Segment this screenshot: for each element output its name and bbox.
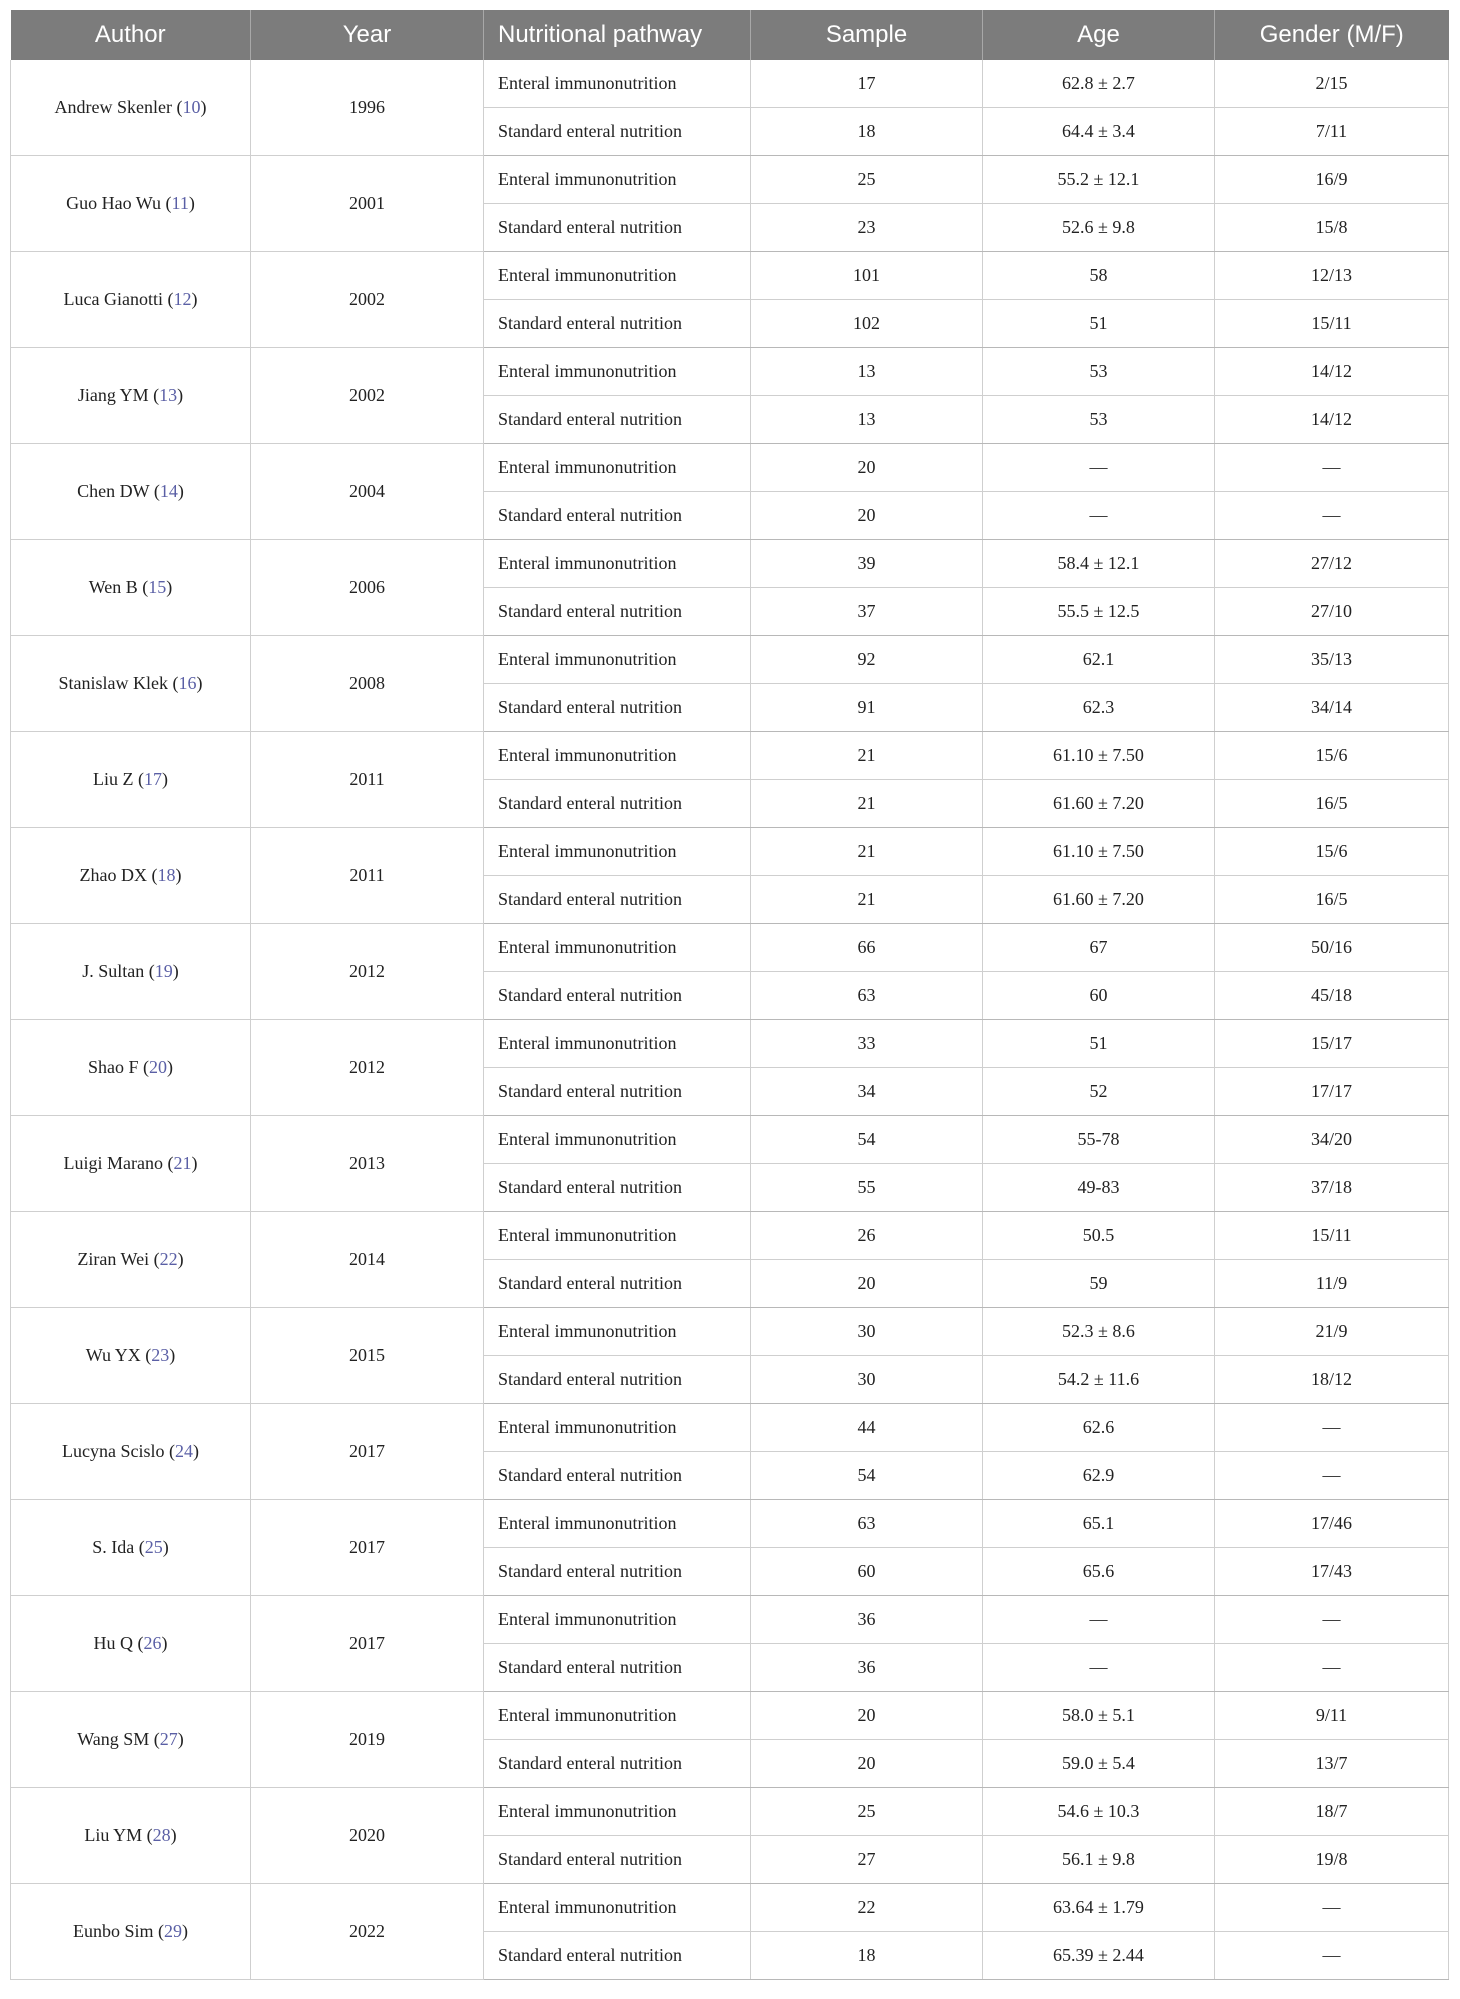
table-row (11, 60, 1449, 108)
gender-cell: 17/46 (1215, 1500, 1449, 1548)
author-name: Stanislaw Klek (58, 673, 168, 693)
year-cell: 2002 (251, 252, 484, 348)
sample-cell: 13 (751, 348, 983, 396)
sample-cell: 30 (751, 1308, 983, 1356)
table-row (11, 444, 1449, 492)
author-name: Andrew Skenler (54, 97, 172, 117)
reference-number: 19 (154, 961, 173, 981)
nutritional-pathway-cell: Enteral immunonutrition (484, 1692, 751, 1740)
nutritional-pathway-cell: Enteral immunonutrition (484, 1788, 751, 1836)
reference-number: 13 (159, 385, 178, 405)
author-name: Lucyna Scislo (62, 1441, 165, 1461)
nutritional-pathway-cell: Standard enteral nutrition (484, 1932, 751, 1980)
nutritional-pathway-cell: Standard enteral nutrition (484, 1452, 751, 1500)
sample-cell: 66 (751, 924, 983, 972)
sample-cell: 44 (751, 1404, 983, 1452)
year-cell: 2017 (251, 1596, 484, 1692)
reference-number: 29 (164, 1921, 182, 1941)
year-cell: 2020 (251, 1788, 484, 1884)
gender-cell: — (1215, 1932, 1449, 1980)
sample-cell: 25 (751, 1788, 983, 1836)
sample-cell: 20 (751, 444, 983, 492)
nutritional-pathway-cell: Standard enteral nutrition (484, 1260, 751, 1308)
header-gender: Gender (M/F) (1215, 10, 1449, 60)
nutritional-pathway-cell: Enteral immunonutrition (484, 444, 751, 492)
author-cell: Lucyna Scislo (24) (11, 1404, 251, 1500)
reference-number: 23 (151, 1345, 170, 1365)
sample-cell: 20 (751, 1260, 983, 1308)
table-row (11, 1020, 1449, 1068)
header-sample: Sample (751, 10, 983, 60)
author-cell: Liu Z (17) (11, 732, 251, 828)
table-header-row (11, 10, 1449, 60)
age-cell: 61.10 ± 7.50 (983, 732, 1215, 780)
sample-cell: 25 (751, 156, 983, 204)
author-name: Shao F (87, 1057, 139, 1077)
age-cell: 58.0 ± 5.1 (983, 1692, 1215, 1740)
author-name: Ziran Wei (77, 1249, 150, 1269)
gender-cell: 17/17 (1215, 1068, 1449, 1116)
study-characteristics-table-container (10, 10, 1448, 1980)
nutritional-pathway-cell: Enteral immunonutrition (484, 348, 751, 396)
sample-cell: 54 (751, 1116, 983, 1164)
sample-cell: 30 (751, 1356, 983, 1404)
year-cell: 2004 (251, 444, 484, 540)
nutritional-pathway-cell: Standard enteral nutrition (484, 1548, 751, 1596)
nutritional-pathway-cell: Standard enteral nutrition (484, 780, 751, 828)
table-row (11, 1116, 1449, 1164)
year-cell: 2001 (251, 156, 484, 252)
author-cell: Chen DW (14) (11, 444, 251, 540)
nutritional-pathway-cell: Standard enteral nutrition (484, 1356, 751, 1404)
gender-cell: 35/13 (1215, 636, 1449, 684)
table-row (11, 924, 1449, 972)
sample-cell: 20 (751, 1692, 983, 1740)
sample-cell: 102 (751, 300, 983, 348)
author-name: Liu YM (84, 1825, 143, 1845)
age-cell: 61.10 ± 7.50 (983, 828, 1215, 876)
age-cell: 56.1 ± 9.8 (983, 1836, 1215, 1884)
age-cell: 54.6 ± 10.3 (983, 1788, 1215, 1836)
age-cell: 62.3 (983, 684, 1215, 732)
author-cell: Hu Q (26) (11, 1596, 251, 1692)
author-name: J. Sultan (82, 961, 145, 981)
year-cell: 2012 (251, 1020, 484, 1116)
nutritional-pathway-cell: Enteral immunonutrition (484, 156, 751, 204)
sample-cell: 21 (751, 780, 983, 828)
sample-cell: 54 (751, 1452, 983, 1500)
author-name: Luigi Marano (63, 1153, 163, 1173)
sample-cell: 23 (751, 204, 983, 252)
sample-cell: 39 (751, 540, 983, 588)
author-cell: S. Ida (25) (11, 1500, 251, 1596)
gender-cell: 14/12 (1215, 348, 1449, 396)
reference-number: 12 (173, 289, 192, 309)
gender-cell: 34/14 (1215, 684, 1449, 732)
sample-cell: 36 (751, 1596, 983, 1644)
gender-cell: 27/10 (1215, 588, 1449, 636)
author-cell: Jiang YM (13) (11, 348, 251, 444)
year-cell: 2022 (251, 1884, 484, 1980)
nutritional-pathway-cell: Enteral immunonutrition (484, 636, 751, 684)
gender-cell: 13/7 (1215, 1740, 1449, 1788)
table-row (11, 636, 1449, 684)
author-cell: Zhao DX (18) (11, 828, 251, 924)
gender-cell: 12/13 (1215, 252, 1449, 300)
author-cell: Luca Gianotti (12) (11, 252, 251, 348)
age-cell: 60 (983, 972, 1215, 1020)
sample-cell: 26 (751, 1212, 983, 1260)
sample-cell: 37 (751, 588, 983, 636)
header-year: Year (251, 10, 484, 60)
nutritional-pathway-cell: Enteral immunonutrition (484, 60, 751, 108)
year-cell: 2011 (251, 828, 484, 924)
gender-cell: 17/43 (1215, 1548, 1449, 1596)
nutritional-pathway-cell: Standard enteral nutrition (484, 1068, 751, 1116)
age-cell: 65.6 (983, 1548, 1215, 1596)
nutritional-pathway-cell: Enteral immunonutrition (484, 732, 751, 780)
nutritional-pathway-cell: Enteral immunonutrition (484, 1404, 751, 1452)
gender-cell: 15/6 (1215, 732, 1449, 780)
gender-cell: — (1215, 492, 1449, 540)
nutritional-pathway-cell: Enteral immunonutrition (484, 1020, 751, 1068)
table-row (11, 1788, 1449, 1836)
age-cell: 55.5 ± 12.5 (983, 588, 1215, 636)
author-cell: Shao F (20) (11, 1020, 251, 1116)
age-cell: 55-78 (983, 1116, 1215, 1164)
author-cell: Liu YM (28) (11, 1788, 251, 1884)
nutritional-pathway-cell: Standard enteral nutrition (484, 876, 751, 924)
sample-cell: 13 (751, 396, 983, 444)
sample-cell: 18 (751, 108, 983, 156)
reference-number: 14 (159, 481, 178, 501)
age-cell: 65.39 ± 2.44 (983, 1932, 1215, 1980)
table-row (11, 1404, 1449, 1452)
table-body (11, 60, 1449, 1980)
table-row (11, 828, 1449, 876)
nutritional-pathway-cell: Standard enteral nutrition (484, 396, 751, 444)
sample-cell: 21 (751, 732, 983, 780)
age-cell: 55.2 ± 12.1 (983, 156, 1215, 204)
gender-cell: 9/11 (1215, 1692, 1449, 1740)
author-name: Wu YX (85, 1345, 141, 1365)
age-cell: 52.3 ± 8.6 (983, 1308, 1215, 1356)
author-name: Zhao DX (79, 865, 147, 885)
age-cell: 51 (983, 300, 1215, 348)
author-name: Wen B (88, 577, 138, 597)
reference-number: 11 (171, 193, 189, 213)
gender-cell: 18/12 (1215, 1356, 1449, 1404)
sample-cell: 17 (751, 60, 983, 108)
sample-cell: 92 (751, 636, 983, 684)
gender-cell: 15/11 (1215, 300, 1449, 348)
year-cell: 2014 (251, 1212, 484, 1308)
year-cell: 2013 (251, 1116, 484, 1212)
age-cell: 58 (983, 252, 1215, 300)
gender-cell: — (1215, 444, 1449, 492)
table-row (11, 252, 1449, 300)
gender-cell: — (1215, 1452, 1449, 1500)
year-cell: 2006 (251, 540, 484, 636)
table-row (11, 1500, 1449, 1548)
reference-number: 25 (144, 1537, 163, 1557)
gender-cell: 18/7 (1215, 1788, 1449, 1836)
sample-cell: 60 (751, 1548, 983, 1596)
gender-cell: 15/6 (1215, 828, 1449, 876)
age-cell: 64.4 ± 3.4 (983, 108, 1215, 156)
author-name: Wang SM (77, 1729, 150, 1749)
age-cell: 58.4 ± 12.1 (983, 540, 1215, 588)
nutritional-pathway-cell: Enteral immunonutrition (484, 252, 751, 300)
gender-cell: 2/15 (1215, 60, 1449, 108)
age-cell: — (983, 1596, 1215, 1644)
table-row (11, 348, 1449, 396)
author-name: Eunbo Sim (72, 1921, 154, 1941)
gender-cell: 15/11 (1215, 1212, 1449, 1260)
year-cell: 2019 (251, 1692, 484, 1788)
header-nutritional-pathway: Nutritional pathway (484, 10, 751, 60)
author-cell: Guo Hao Wu (11) (11, 156, 251, 252)
reference-number: 17 (144, 769, 162, 789)
sample-cell: 27 (751, 1836, 983, 1884)
table-row (11, 156, 1449, 204)
age-cell: 62.9 (983, 1452, 1215, 1500)
gender-cell: — (1215, 1596, 1449, 1644)
nutritional-pathway-cell: Standard enteral nutrition (484, 204, 751, 252)
sample-cell: 63 (751, 972, 983, 1020)
author-name: Liu Z (93, 769, 134, 789)
year-cell: 2008 (251, 636, 484, 732)
author-name: Guo Hao Wu (66, 193, 162, 213)
nutritional-pathway-cell: Standard enteral nutrition (484, 1164, 751, 1212)
age-cell: 50.5 (983, 1212, 1215, 1260)
author-cell: Andrew Skenler (10) (11, 60, 251, 156)
age-cell: 51 (983, 1020, 1215, 1068)
age-cell: 52 (983, 1068, 1215, 1116)
gender-cell: 16/9 (1215, 156, 1449, 204)
reference-number: 20 (149, 1057, 167, 1077)
nutritional-pathway-cell: Enteral immunonutrition (484, 1500, 751, 1548)
sample-cell: 33 (751, 1020, 983, 1068)
year-cell: 2002 (251, 348, 484, 444)
nutritional-pathway-cell: Standard enteral nutrition (484, 108, 751, 156)
nutritional-pathway-cell: Enteral immunonutrition (484, 1596, 751, 1644)
sample-cell: 63 (751, 1500, 983, 1548)
age-cell: 62.6 (983, 1404, 1215, 1452)
nutritional-pathway-cell: Enteral immunonutrition (484, 1212, 751, 1260)
age-cell: 53 (983, 348, 1215, 396)
age-cell: 59 (983, 1260, 1215, 1308)
author-name: Chen DW (77, 481, 150, 501)
gender-cell: 7/11 (1215, 108, 1449, 156)
gender-cell: 15/17 (1215, 1020, 1449, 1068)
year-cell: 2017 (251, 1500, 484, 1596)
sample-cell: 21 (751, 828, 983, 876)
gender-cell: 15/8 (1215, 204, 1449, 252)
sample-cell: 101 (751, 252, 983, 300)
age-cell: 62.1 (983, 636, 1215, 684)
author-name: Hu Q (93, 1633, 133, 1653)
gender-cell: 27/12 (1215, 540, 1449, 588)
year-cell: 2015 (251, 1308, 484, 1404)
year-cell: 2017 (251, 1404, 484, 1500)
reference-number: 24 (174, 1441, 193, 1461)
age-cell: 65.1 (983, 1500, 1215, 1548)
nutritional-pathway-cell: Standard enteral nutrition (484, 492, 751, 540)
gender-cell: 45/18 (1215, 972, 1449, 1020)
gender-cell: 37/18 (1215, 1164, 1449, 1212)
age-cell: — (983, 492, 1215, 540)
gender-cell: 50/16 (1215, 924, 1449, 972)
age-cell: 63.64 ± 1.79 (983, 1884, 1215, 1932)
age-cell: 62.8 ± 2.7 (983, 60, 1215, 108)
sample-cell: 20 (751, 1740, 983, 1788)
author-name: Luca Gianotti (63, 289, 163, 309)
age-cell: 49-83 (983, 1164, 1215, 1212)
year-cell: 1996 (251, 60, 484, 156)
age-cell: 61.60 ± 7.20 (983, 876, 1215, 924)
reference-number: 18 (157, 865, 176, 885)
sample-cell: 21 (751, 876, 983, 924)
header-age: Age (983, 10, 1215, 60)
author-cell: Ziran Wei (22) (11, 1212, 251, 1308)
nutritional-pathway-cell: Standard enteral nutrition (484, 588, 751, 636)
year-cell: 2012 (251, 924, 484, 1020)
table-row (11, 1884, 1449, 1932)
reference-number: 16 (178, 673, 197, 693)
nutritional-pathway-cell: Enteral immunonutrition (484, 1884, 751, 1932)
table-row (11, 1212, 1449, 1260)
sample-cell: 55 (751, 1164, 983, 1212)
sample-cell: 34 (751, 1068, 983, 1116)
gender-cell: 14/12 (1215, 396, 1449, 444)
nutritional-pathway-cell: Standard enteral nutrition (484, 972, 751, 1020)
author-cell: Eunbo Sim (29) (11, 1884, 251, 1980)
nutritional-pathway-cell: Standard enteral nutrition (484, 1740, 751, 1788)
nutritional-pathway-cell: Standard enteral nutrition (484, 1644, 751, 1692)
nutritional-pathway-cell: Standard enteral nutrition (484, 1836, 751, 1884)
study-characteristics-table (10, 10, 1449, 1980)
author-cell: Luigi Marano (21) (11, 1116, 251, 1212)
nutritional-pathway-cell: Enteral immunonutrition (484, 828, 751, 876)
reference-number: 22 (159, 1249, 178, 1269)
table-row (11, 1596, 1449, 1644)
author-cell: Wang SM (27) (11, 1692, 251, 1788)
gender-cell: — (1215, 1884, 1449, 1932)
nutritional-pathway-cell: Enteral immunonutrition (484, 1116, 751, 1164)
nutritional-pathway-cell: Enteral immunonutrition (484, 540, 751, 588)
author-cell: Wen B (15) (11, 540, 251, 636)
nutritional-pathway-cell: Enteral immunonutrition (484, 924, 751, 972)
header-author: Author (11, 10, 251, 60)
age-cell: 67 (983, 924, 1215, 972)
table-row (11, 540, 1449, 588)
author-cell: Wu YX (23) (11, 1308, 251, 1404)
reference-number: 27 (159, 1729, 178, 1749)
reference-number: 28 (152, 1825, 171, 1845)
age-cell: 52.6 ± 9.8 (983, 204, 1215, 252)
year-cell: 2011 (251, 732, 484, 828)
gender-cell: 34/20 (1215, 1116, 1449, 1164)
table-row (11, 1692, 1449, 1740)
sample-cell: 20 (751, 492, 983, 540)
reference-number: 21 (173, 1153, 192, 1173)
sample-cell: 91 (751, 684, 983, 732)
age-cell: — (983, 1644, 1215, 1692)
gender-cell: — (1215, 1644, 1449, 1692)
age-cell: 53 (983, 396, 1215, 444)
reference-number: 15 (148, 577, 167, 597)
age-cell: — (983, 444, 1215, 492)
nutritional-pathway-cell: Enteral immunonutrition (484, 1308, 751, 1356)
gender-cell: 21/9 (1215, 1308, 1449, 1356)
age-cell: 54.2 ± 11.6 (983, 1356, 1215, 1404)
author-cell: Stanislaw Klek (16) (11, 636, 251, 732)
gender-cell: 19/8 (1215, 1836, 1449, 1884)
table-row (11, 732, 1449, 780)
gender-cell: 16/5 (1215, 780, 1449, 828)
author-cell: J. Sultan (19) (11, 924, 251, 1020)
author-name: Jiang YM (77, 385, 149, 405)
sample-cell: 22 (751, 1884, 983, 1932)
table-row (11, 1308, 1449, 1356)
reference-number: 10 (182, 97, 201, 117)
gender-cell: 16/5 (1215, 876, 1449, 924)
nutritional-pathway-cell: Standard enteral nutrition (484, 300, 751, 348)
sample-cell: 36 (751, 1644, 983, 1692)
reference-number: 26 (143, 1633, 162, 1653)
gender-cell: — (1215, 1404, 1449, 1452)
sample-cell: 18 (751, 1932, 983, 1980)
age-cell: 61.60 ± 7.20 (983, 780, 1215, 828)
nutritional-pathway-cell: Standard enteral nutrition (484, 684, 751, 732)
author-name: S. Ida (92, 1537, 135, 1557)
gender-cell: 11/9 (1215, 1260, 1449, 1308)
age-cell: 59.0 ± 5.4 (983, 1740, 1215, 1788)
